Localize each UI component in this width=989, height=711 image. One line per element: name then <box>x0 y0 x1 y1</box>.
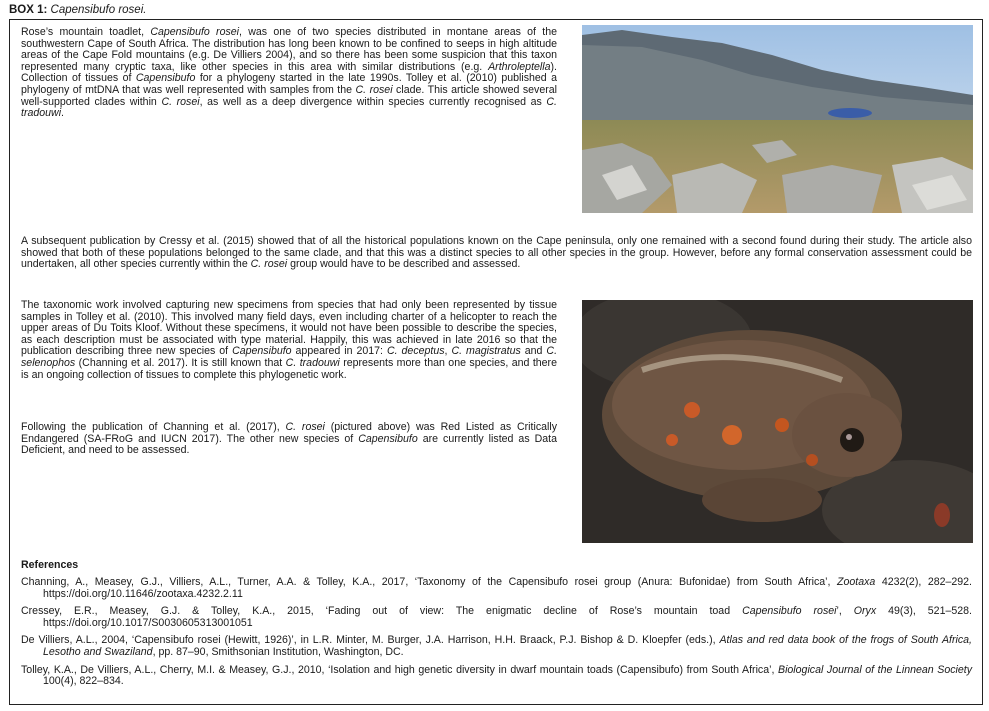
paragraph-peninsula <box>21 236 972 271</box>
text-run: 4232(2), 282–292. https://doi.org/10.11646/zootaxa.4232.2.11 <box>43 576 973 600</box>
paragraph-red-list <box>21 422 557 457</box>
text-run: group would have to be described and assessed. <box>287 258 521 271</box>
paragraph-taxonomy <box>21 300 557 381</box>
reference-item <box>21 577 972 600</box>
toad-photo <box>582 300 973 543</box>
text-run: Tolley, K.A., De Villiers, A.L., Cherry, M.I. & Measey, G.J., 2010, ‘Isolation and high genetic diversity in dwarf mountain toads (Capensibufo) from South Africa’, <box>21 663 778 676</box>
italic-run: C. rosei <box>250 258 288 271</box>
italic-run: Capensibufo rosei <box>150 26 240 38</box>
references-list <box>21 577 972 694</box>
text-run: represents more than one species, and there is an ongoing collection of tissues to complete this phylogenetic work. <box>21 356 557 381</box>
italic-run: C. selenophos <box>21 345 558 369</box>
paragraph-intro <box>21 27 557 120</box>
italic-run: Capensibufo <box>135 72 196 85</box>
references-heading: References <box>21 559 79 571</box>
italic-run: C. rosei <box>355 83 393 96</box>
text-run: ’, <box>836 605 854 618</box>
text-run: Following the publication of Channing et al. (2017), <box>21 421 286 433</box>
reference-item <box>21 606 972 629</box>
italic-run: C. deceptus <box>386 345 445 358</box>
text-run: . <box>61 107 64 120</box>
italic-run: Zootaxa <box>837 576 876 588</box>
text-run: , <box>444 345 452 358</box>
text-run: , as well as a deep divergence within species currently recognised as <box>199 95 547 108</box>
italic-run: Atlas and red data book of the frogs of South Africa, Lesotho and Swaziland <box>43 634 972 658</box>
text-run: appeared in 2017: <box>291 345 387 358</box>
text-run: , was one of two species distributed in montane areas of the southwestern Cape of South Africa. The distribution has long been known to be confined to seeps in high altitude areas of the Cape Fold mountains (e.g. De Villiers 2004), and so there has been some suspicion that this taxon represented many cryptic taxa, like other species in this area with similar distributions (e.g. <box>21 26 557 73</box>
text-run: De Villiers, A.L., 2004, ‘Capensibufo rosei (Hewitt, 1926)’, in L.R. Minter, M. Burger, J.A. Harrison, H.H. Braack, P.J. Bishop & D. Kloepfer (eds.), <box>21 634 720 647</box>
italic-run: Oryx <box>853 605 877 618</box>
text-run: Rose’s mountain toadlet, <box>21 26 151 38</box>
italic-run: Capensibufo <box>232 345 292 358</box>
mountain-habitat-photo <box>582 25 973 213</box>
reference-item <box>21 665 972 688</box>
text-run: 49(3), 521–528. https://doi.org/10.1017/S0030605313001051 <box>43 605 972 629</box>
italic-run: C. tradouwi <box>21 95 557 120</box>
reference-item <box>21 635 972 658</box>
box-title <box>9 4 146 16</box>
box-title-text: Capensibufo rosei. <box>50 4 147 16</box>
text-run: clade. This article showed several well-supported clades within <box>21 83 557 108</box>
box-label: BOX 1: <box>9 4 48 16</box>
text-run: , pp. 87–90, Smithsonian Institution, Washington, DC. <box>152 645 404 658</box>
text-run: Channing, A., Measey, G.J., Villiers, A.L., Turner, A.A. & Tolley, K.A., 2017, ‘Taxonomy of the Capensibufo rosei group (Anura: Bufonidae) from South Africa’, <box>21 576 838 588</box>
italic-run: Biological Journal of the Linnean Society <box>778 663 972 676</box>
text-run: A subsequent publication by Cressy et al. (2015) showed that of all the historical populations known on the Cape peninsula, only one remained with a second found during their study. The article also showed that both of these populations belonged to the same clade, and that this was a distinct species to all other species in the group. However, before any formal conservation assessment could be undertaken, all other species currently within the <box>21 235 972 271</box>
text-run: 100(4), 822–834. <box>43 675 124 688</box>
italic-run: C. rosei <box>285 421 325 433</box>
text-run: and <box>520 345 547 358</box>
text-run: (Channing et al. 2017). It is still known that <box>75 356 286 369</box>
text-run: are currently listed as Data Deficient, and need to be assessed. <box>21 432 557 457</box>
text-run: Cressey, E.R., Measey, G.J. & Tolley, K.A., 2015, ‘Fading out of view: The enigmatic decline of Rose’s mountain toad <box>21 605 743 618</box>
italic-run: C. rosei <box>161 95 200 108</box>
text-run: ). Collection of tissues of <box>21 60 557 85</box>
italic-run: Capensibufo rosei <box>742 605 837 618</box>
text-run: The taxonomic work involved capturing new specimens from species that had only been represented by tissue samples in Tolley et al. (2010). This involved many field days, even including charter of a helicopter to reach the upper areas of Du Toits Kloof. Without these specimens, it would not have been possible to describe the species, as each description must be associated with type material. Happily, this was achieved in late 2016 so that the publication describing three new species of <box>21 299 557 358</box>
italic-run: Capensibufo <box>358 432 418 445</box>
text-run: (pictured above) was Red Listed as Critically Endangered (SA-FRoG and IUCN 2017). The other new species of <box>21 421 558 445</box>
italic-run: C. magistratus <box>451 345 521 358</box>
italic-run: Arthroleptella <box>488 60 551 73</box>
text-run: for a phylogeny started in the late 1990s. Tolley et al. (2010) published a phylogeny of mtDNA that was well represented with samples from the <box>21 72 557 96</box>
italic-run: C. tradouwi <box>285 356 340 369</box>
